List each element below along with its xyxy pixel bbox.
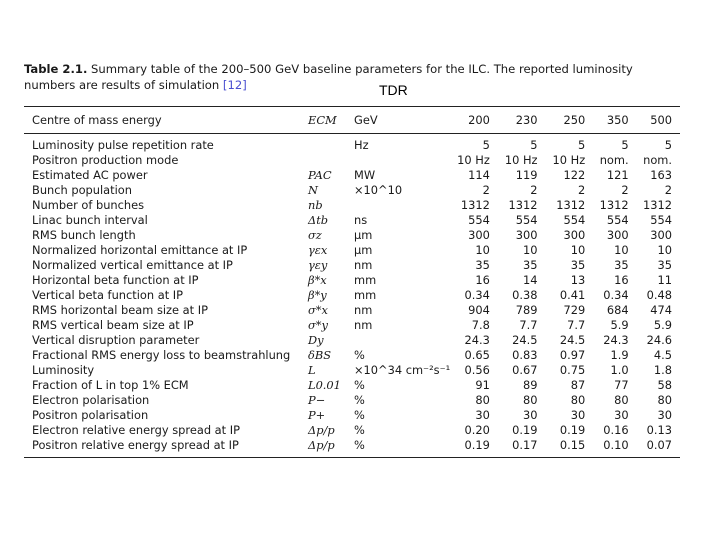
parameter-value: 30 [475, 408, 490, 422]
parameter-symbol: Δtb [308, 213, 329, 227]
parameter-name: Positron relative energy spread at IP [32, 438, 239, 452]
header-cell: 200 [450, 107, 498, 134]
parameter-value: 300 [515, 228, 538, 242]
table-row [24, 168, 680, 183]
parameter-value: 1312 [599, 198, 629, 212]
parameter-unit: nm [354, 303, 373, 317]
parameter-value: 0.34 [464, 288, 490, 302]
parameter-symbol: L0.01 [308, 378, 341, 392]
parameter-value: 119 [515, 168, 538, 182]
parameter-value: 10 Hz [504, 153, 538, 167]
parameter-value: 300 [468, 228, 490, 242]
parameter-unit: MW [354, 168, 376, 182]
parameter-unit: % [354, 438, 365, 452]
table-body [24, 134, 680, 458]
parameter-unit: μm [354, 243, 373, 257]
parameter-value: 30 [657, 408, 672, 422]
header-cell: Centre of mass energy [24, 107, 308, 134]
parameter-unit: Hz [354, 138, 369, 152]
parameter-value: 2 [621, 183, 629, 197]
parameter-value: 80 [657, 393, 672, 407]
parameter-name: Positron polarisation [32, 408, 149, 422]
parameter-value: 163 [650, 168, 672, 182]
parameter-value: 1.0 [610, 363, 629, 377]
parameter-value: 554 [468, 213, 490, 227]
table-row [24, 213, 680, 228]
parameter-name: Number of bunches [32, 198, 145, 212]
citation-link[interactable]: [12] [222, 78, 247, 92]
table-row [24, 378, 680, 393]
parameter-value: 0.34 [603, 288, 629, 302]
parameter-unit: % [354, 408, 365, 422]
parameter-value: 24.6 [646, 333, 672, 347]
parameter-value: 10 [475, 243, 490, 257]
parameter-value: 7.8 [471, 318, 490, 332]
tdr-label: TDR [379, 82, 408, 98]
parameter-value: 35 [523, 258, 538, 272]
parameter-value: 0.38 [512, 288, 538, 302]
parameter-name: Luminosity [32, 363, 95, 377]
table-row [24, 258, 680, 273]
parameter-value: 5 [621, 138, 629, 152]
parameter-value: 2 [530, 183, 538, 197]
parameter-value: 7.7 [567, 318, 586, 332]
table-row [24, 198, 680, 213]
parameter-value: 0.15 [559, 438, 586, 452]
parameter-name: Estimated AC power [32, 168, 148, 182]
parameter-value: nom. [599, 153, 629, 167]
parameter-value: 24.5 [512, 333, 538, 347]
parameter-name: Luminosity pulse repetition rate [32, 138, 214, 152]
parameters-table [24, 106, 680, 458]
parameter-symbol [308, 134, 354, 154]
parameter-name: RMS horizontal beam size at IP [32, 303, 208, 317]
table-row [24, 363, 680, 378]
parameter-value: 300 [563, 228, 586, 242]
header-cell: GeV [354, 107, 450, 134]
parameter-value: 16 [475, 273, 490, 287]
parameter-value: 0.16 [603, 423, 629, 437]
parameter-unit [354, 198, 450, 213]
parameter-value: 0.56 [464, 363, 490, 377]
parameter-value: 122 [563, 168, 586, 182]
parameter-symbol: δBS [308, 348, 332, 362]
caption-text: Summary table of the 200–500 GeV baseline parameters for the ILC. The reported luminosity numbers are results of simulation [24, 62, 633, 92]
parameter-name: Normalized vertical emittance at IP [32, 258, 233, 272]
parameter-value: 91 [475, 378, 490, 392]
parameter-value: 0.41 [559, 288, 586, 302]
parameter-value: 24.5 [559, 333, 586, 347]
header-cell: 230 [498, 107, 546, 134]
parameter-value: 0.17 [512, 438, 538, 452]
parameter-unit: μm [354, 228, 373, 242]
parameter-value: 10 [614, 243, 629, 257]
parameter-value: 24.3 [464, 333, 490, 347]
parameter-value: 35 [657, 258, 672, 272]
table-row [24, 243, 680, 258]
parameter-value: 11 [657, 273, 672, 287]
parameter-value: 80 [475, 393, 490, 407]
parameter-value: 789 [515, 303, 538, 317]
parameter-name: Electron polarisation [32, 393, 150, 407]
parameter-unit: % [354, 423, 365, 437]
parameter-value: 30 [523, 408, 538, 422]
table-row [24, 288, 680, 303]
parameter-value: 1312 [460, 198, 490, 212]
parameter-value: 121 [606, 168, 629, 182]
table-row [24, 318, 680, 333]
parameter-value: 10 [657, 243, 672, 257]
parameter-value: 0.83 [512, 348, 538, 362]
parameter-name: Normalized horizontal emittance at IP [32, 243, 248, 257]
parameter-value: 87 [570, 378, 586, 392]
parameter-symbol: nb [308, 198, 323, 212]
parameter-value: 554 [515, 213, 538, 227]
parameter-name: Fraction of L in top 1% ECM [32, 378, 189, 392]
parameter-name: Vertical beta function at IP [32, 288, 184, 302]
parameter-value: 0.97 [559, 348, 586, 362]
parameter-unit: % [354, 393, 365, 407]
parameter-value: 0.65 [464, 348, 490, 362]
parameter-symbol: P+ [308, 408, 326, 422]
caption-label: Table 2.1. [24, 62, 88, 76]
parameter-value: 30 [614, 408, 629, 422]
parameter-name: Horizontal beta function at IP [32, 273, 199, 287]
parameter-symbol: L [308, 363, 316, 377]
parameter-value: 5 [577, 138, 586, 152]
parameter-value: 10 Hz [552, 153, 586, 167]
parameter-value: 30 [570, 408, 586, 422]
parameter-value: 2 [577, 183, 586, 197]
parameter-value: 0.48 [646, 288, 672, 302]
parameter-value: 4.5 [653, 348, 672, 362]
parameter-unit: ×10^10 [354, 183, 403, 197]
parameter-value: 1312 [556, 198, 586, 212]
parameter-symbol: N [308, 183, 318, 197]
parameter-name: Bunch population [32, 183, 132, 197]
parameter-value: 1312 [643, 198, 672, 212]
parameter-value: 0.10 [603, 438, 629, 452]
parameter-value: 300 [650, 228, 672, 242]
parameter-symbol: γεx [308, 243, 328, 257]
parameter-symbol: β*y [308, 288, 327, 302]
parameter-name: Positron production mode [32, 153, 179, 167]
parameter-unit: % [354, 378, 365, 392]
parameter-value: 300 [606, 228, 629, 242]
header-cell: 350 [593, 107, 636, 134]
parameter-value: 80 [570, 393, 586, 407]
parameter-name: Linac bunch interval [32, 213, 148, 227]
parameter-value: 14 [523, 273, 538, 287]
table-row [24, 183, 680, 198]
parameter-symbol: PAC [308, 168, 332, 182]
parameter-value: 10 [570, 243, 586, 257]
parameter-value: 474 [650, 303, 672, 317]
table-header-row [24, 107, 680, 134]
parameter-value: 58 [657, 378, 672, 392]
parameter-value: 80 [614, 393, 629, 407]
table-row [24, 333, 680, 348]
parameter-symbol: β*x [308, 273, 327, 287]
table-row [24, 408, 680, 423]
parameter-name: Electron relative energy spread at IP [32, 423, 240, 437]
parameter-value: 904 [468, 303, 490, 317]
header-cell: ECM [308, 107, 354, 134]
parameter-name: Vertical disruption parameter [32, 333, 200, 347]
table-caption [24, 61, 684, 93]
parameter-value: 554 [650, 213, 672, 227]
parameter-value: 0.75 [559, 363, 586, 377]
parameter-value: 0.19 [559, 423, 586, 437]
parameter-name: RMS bunch length [32, 228, 136, 242]
parameter-value: 554 [563, 213, 586, 227]
table-row [24, 393, 680, 408]
parameter-value: 35 [570, 258, 586, 272]
parameter-value: 5 [482, 138, 490, 152]
parameter-value: 24.3 [603, 333, 629, 347]
parameter-symbol: σ*x [308, 303, 328, 317]
parameter-value: 0.67 [512, 363, 538, 377]
table-row [24, 153, 680, 168]
parameter-value: 729 [563, 303, 586, 317]
parameter-value: 114 [468, 168, 490, 182]
parameter-value: 10 [523, 243, 538, 257]
parameter-value: 7.7 [519, 318, 538, 332]
parameter-value: 0.07 [646, 438, 672, 452]
parameter-value: 2 [482, 183, 490, 197]
parameter-value: 35 [614, 258, 629, 272]
parameter-value: 0.20 [464, 423, 490, 437]
parameter-value: 554 [606, 213, 629, 227]
parameter-value: 1.9 [610, 348, 629, 362]
parameter-value: 684 [606, 303, 629, 317]
parameter-name: Fractional RMS energy loss to beamstrahlung [32, 348, 291, 362]
parameter-unit: nm [354, 258, 373, 272]
parameter-value: 1.8 [653, 363, 672, 377]
parameter-unit: ×10^34 cm⁻²s⁻¹ [354, 363, 451, 377]
parameter-value: 5 [664, 138, 672, 152]
parameter-symbol: σ*y [308, 318, 328, 332]
table-row [24, 438, 680, 458]
parameter-value: 0.19 [464, 438, 490, 452]
parameter-unit: mm [354, 273, 377, 287]
parameter-value: 13 [570, 273, 586, 287]
parameter-symbol: σz [308, 228, 322, 242]
parameter-value: 5 [530, 138, 538, 152]
parameter-value: nom. [643, 153, 672, 167]
parameter-unit: mm [354, 288, 377, 302]
table-row [24, 423, 680, 438]
parameter-value: 35 [475, 258, 490, 272]
parameter-value: 2 [664, 183, 672, 197]
parameter-symbol: γεy [308, 258, 328, 272]
parameter-unit [354, 333, 450, 348]
table-row [24, 134, 680, 154]
parameter-value: 5.9 [610, 318, 629, 332]
parameter-symbol: P− [308, 393, 326, 407]
parameter-value: 1312 [508, 198, 538, 212]
parameter-unit: % [354, 348, 365, 362]
parameter-value: 80 [523, 393, 538, 407]
parameter-symbol: Dy [308, 333, 324, 347]
parameter-unit: ns [354, 213, 368, 227]
parameter-name: RMS vertical beam size at IP [32, 318, 194, 332]
parameter-value: 0.13 [646, 423, 672, 437]
table-row [24, 348, 680, 363]
parameter-value: 5.9 [653, 318, 672, 332]
parameter-symbol [308, 153, 354, 168]
parameter-value: 77 [614, 378, 629, 392]
parameter-symbol: Δp/p [308, 438, 335, 452]
parameter-unit [354, 153, 450, 168]
parameter-value: 89 [523, 378, 538, 392]
table-row [24, 228, 680, 243]
parameter-unit: nm [354, 318, 373, 332]
table-row [24, 273, 680, 288]
table-row [24, 303, 680, 318]
parameter-value: 0.19 [512, 423, 538, 437]
header-cell: 250 [546, 107, 594, 134]
parameter-value: 10 Hz [457, 153, 490, 167]
parameter-value: 16 [614, 273, 629, 287]
parameter-symbol: Δp/p [308, 423, 335, 437]
header-cell: 500 [637, 107, 680, 134]
